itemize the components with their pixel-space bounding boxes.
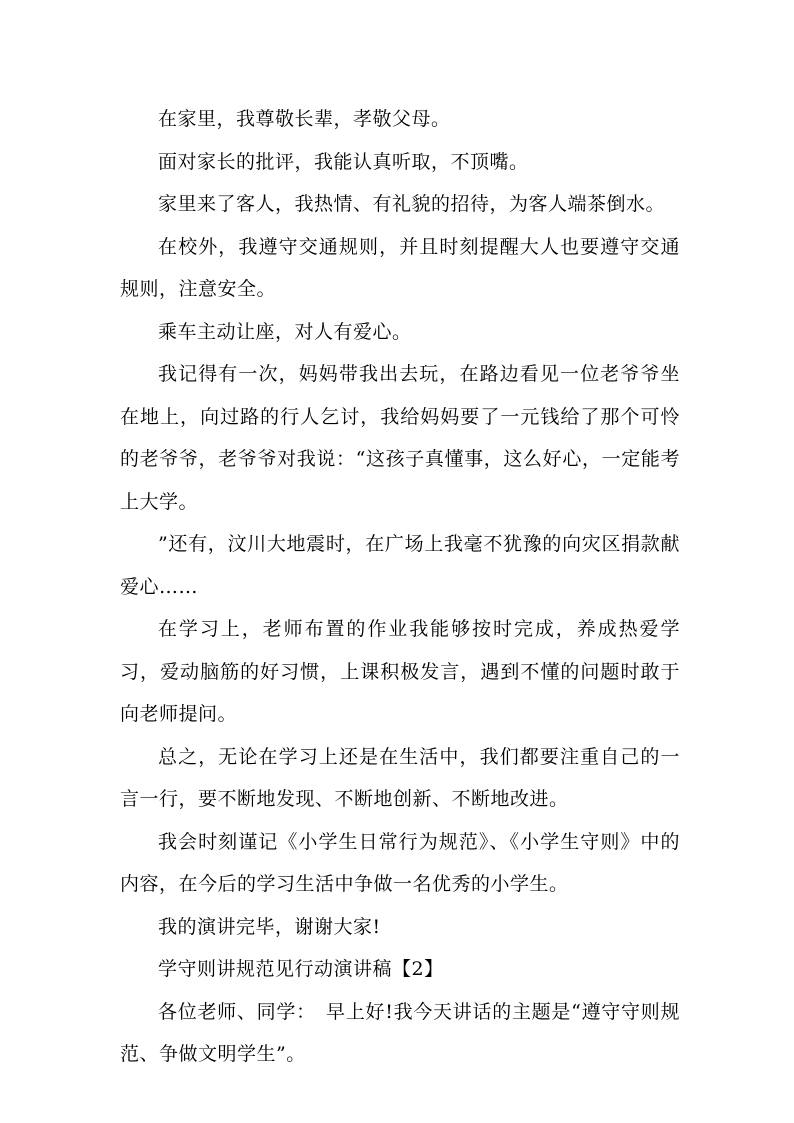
paragraph-7: ”还有，汶川大地震时，在广场上我毫不犹豫的向灾区捐款献爱心……: [120, 533, 680, 598]
document-body: [120, 98, 680, 1076]
paragraph-13: 各位老师、同学： 早上好!我今天讲话的主题是“遵守守则规范、争做文明学生”。: [120, 1000, 680, 1065]
paragraph-8: 在学习上，老师布置的作业我能够按时完成，养成热爱学习，爱动脑筋的好习惯，上课积极发言，遇到不懂的问题时敢于向老师提问。: [120, 618, 680, 725]
paragraph-9: 总之，无论在学习上还是在生活中，我们都要注重自己的一言一行，要不断地发现、不断地创新、不断地改进。: [120, 745, 680, 810]
paragraph-11: 我的演讲完毕，谢谢大家!: [158, 915, 381, 938]
paragraph-3: 家里来了客人，我热情、有礼貌的招待，为客人端茶倒水。: [158, 193, 666, 215]
paragraph-1: 在家里，我尊敬长辈，孝敬父母。: [158, 108, 451, 130]
section-title: 学守则讲规范见行动演讲稿【2】: [158, 958, 444, 980]
paragraph-2: 面对家长的批评，我能认真听取，不顶嘴。: [158, 150, 529, 173]
paragraph-6: 我记得有一次，妈妈带我出去玩，在路边看见一位老爷爷坐在地上，向过路的行人乞讨，我给妈妈要了一元钱给了那个可怜的老爷爷，老爷爷对我说：“这孩子真懂事，这么好心，一定能考上大学。: [120, 363, 680, 513]
paragraph-10: 我会时刻谨记《小学生日常行为规范》、《小学生守则》中的内容，在今后的学习生活中争做一名优秀的小学生。: [120, 830, 680, 895]
paragraph-4: 在校外，我遵守交通规则，并且时刻提醒大人也要遵守交通规则，注意安全。: [120, 235, 680, 300]
paragraph-5: 乘车主动让座，对人有爱心。: [158, 320, 412, 343]
